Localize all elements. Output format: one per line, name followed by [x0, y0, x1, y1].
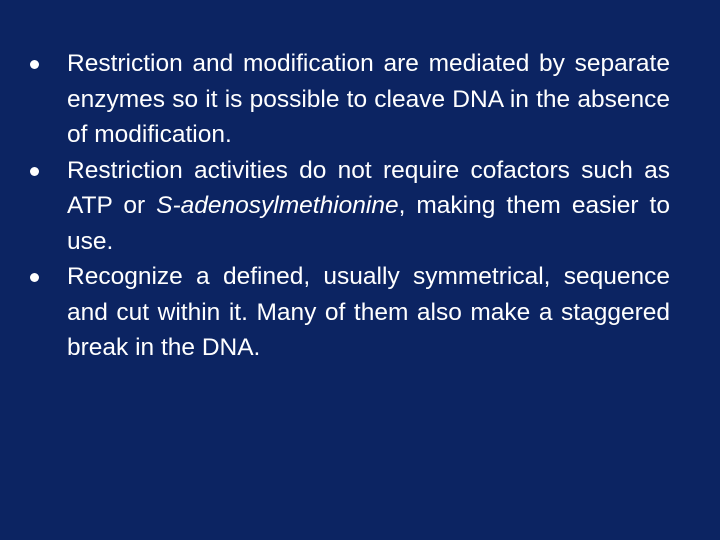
bullet-dot-icon	[30, 167, 39, 176]
bullet-item	[30, 259, 670, 366]
bullet-list	[30, 46, 670, 366]
bullet-item	[30, 46, 670, 153]
bullet-dot-icon	[30, 60, 39, 69]
bullet-text: Restriction activities do not require cofactors such as ATP or	[67, 156, 670, 219]
bullet-dot-icon	[30, 273, 39, 282]
bullet-italic-term: S-adenosylmethionine	[156, 192, 399, 219]
bullet-text: Recognize a defined, usually symmetrical, sequence and cut within it. Many of them also make a staggered break in the DNA.	[67, 263, 670, 361]
bullet-text: Restriction and modification are mediated by separate enzymes so it is possible to cleave DNA in the absence of modification.	[67, 50, 670, 148]
bullet-text-tail: , making them easier to use.	[67, 192, 670, 255]
bullet-item	[30, 153, 670, 260]
